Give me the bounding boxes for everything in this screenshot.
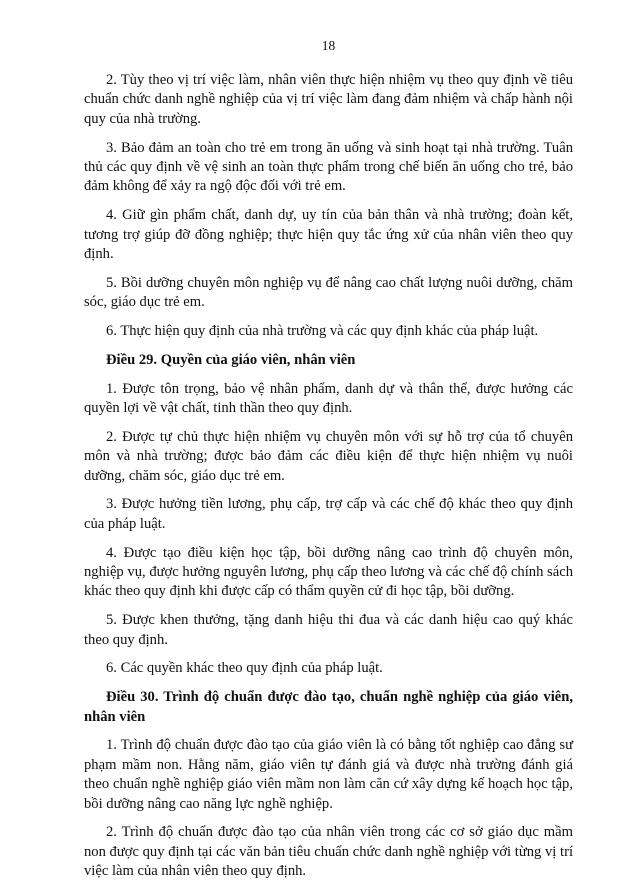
paragraph: 4. Được tạo điều kiện học tập, bồi dưỡng nâng cao trình độ chuyên môn, nghiệp vụ, được hưởng nguyên lương, phụ cấp theo lương và các chế độ chính sách khác theo quy định khi được cấp có thẩm quyền cử đi học tập, bồi dưỡng. (84, 544, 573, 600)
page-number: 18 (321, 38, 336, 53)
paragraph: 3. Được hưởng tiền lương, phụ cấp, trợ cấp và các chế độ khác theo quy định của pháp luật. (84, 496, 573, 532)
paragraph: 4. Giữ gìn phẩm chất, danh dự, uy tín của bản thân và nhà trường; đoàn kết, tương trợ giúp đỡ đồng nghiệp; thực hiện quy tắc ứng xử của nhân viên theo quy định. (84, 207, 573, 263)
paragraph: 5. Được khen thưởng, tặng danh hiệu thi đua và các danh hiệu cao quý khác theo quy định. (84, 612, 573, 648)
paragraph: 2. Tùy theo vị trí việc làm, nhân viên thực hiện nhiệm vụ theo quy định về tiêu chuẩn chức danh nghề nghiệp của vị trí việc làm đang đảm nhiệm và chấp hành nội quy của nhà trường. (84, 72, 573, 127)
paragraph: 6. Thực hiện quy định của nhà trường và các quy định khác của pháp luật. (106, 323, 539, 340)
paragraph: 1. Trình độ chuẩn được đào tạo của giáo viên là có bằng tốt nghiệp cao đẳng sư phạm mầm non. Hằng năm, giáo viên tự đánh giá và được nhà trường đánh giá theo chuẩn nghề nghiệp giáo viên mầm non làm căn cứ xây dựng kế hoạch học tập, bồi dưỡng nâng cao năng lực nghề nghiệp. (84, 737, 573, 812)
article-heading: Điều 29. Quyền của giáo viên, nhân viên (106, 351, 356, 368)
paragraph: 2. Được tự chủ thực hiện nhiệm vụ chuyên môn với sự hỗ trợ của tổ chuyên môn và nhà trường; được bảo đảm các điều kiện để thực hiện nhiệm vụ nuôi dưỡng, chăm sóc, giáo dục trẻ em. (84, 428, 573, 484)
paragraph: 3. Bảo đảm an toàn cho trẻ em trong ăn uống và sinh hoạt tại nhà trường. Tuân thủ các quy định về vệ sinh an toàn thực phẩm trong chế biến ăn uống cho trẻ, bảo đảm không để xảy ra ngộ độc đối với trẻ em. (84, 139, 573, 195)
paragraph: 6. Các quyền khác theo quy định của pháp luật. (106, 660, 383, 677)
paragraph: 2. Trình độ chuẩn được đào tạo của nhân viên trong các cơ sở giáo dục mầm non được quy định tại các văn bản tiêu chuẩn chức danh nghề nghiệp với từng vị trí việc làm của nhân viên theo quy định. (84, 824, 573, 880)
paragraph: 1. Được tôn trọng, bảo vệ nhân phẩm, danh dự và thân thể, được hưởng các quyền lợi về vật chất, tinh thần theo quy định. (84, 380, 573, 417)
article-heading: Điều 30. Trình độ chuẩn được đào tạo, chuẩn nghề nghiệp của giáo viên, nhân viên (84, 689, 573, 725)
paragraph: 5. Bồi dưỡng chuyên môn nghiệp vụ để nâng cao chất lượng nuôi dưỡng, chăm sóc, giáo dục trẻ em. (84, 274, 573, 311)
